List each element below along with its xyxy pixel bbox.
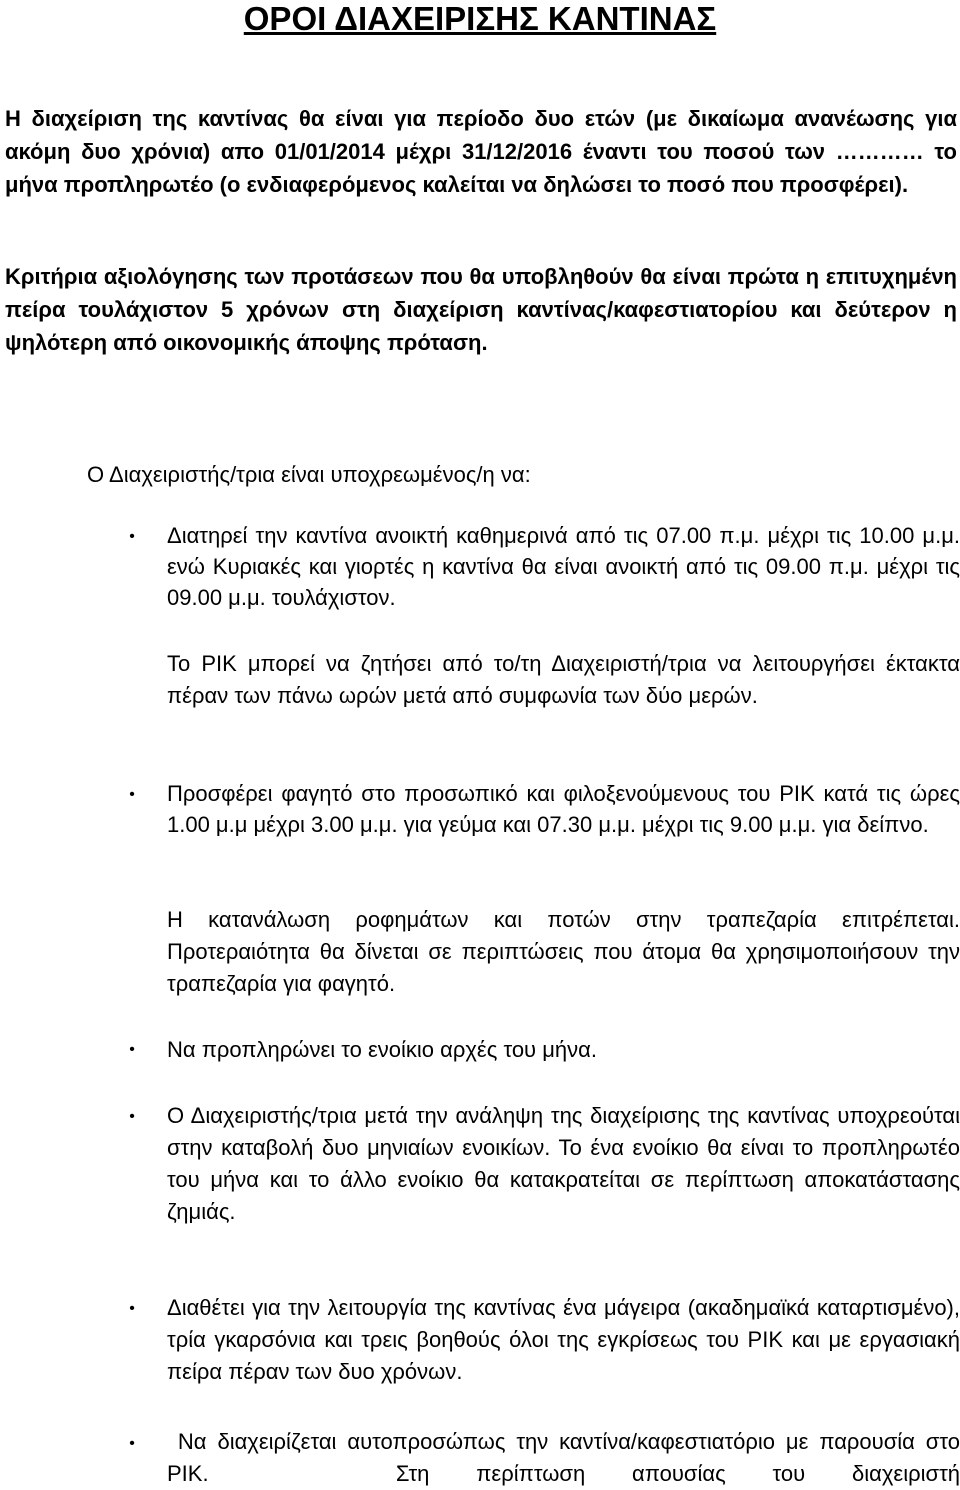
bullet-icon: • <box>129 528 135 545</box>
bullet-icon: • <box>129 1041 135 1058</box>
lease-period-paragraph: Η διαχείριση της καντίνας θα είναι για περίοδο δυο ετών (με δικαίωμα ανανέωσης για ακόμη δυο χρόνια) απο 01/01/2014 μέχρι 31/12/2016 έναντι του ποσού των ………… το μήνα προπληρωτέο (ο ενδιαφερόμενος καλείται να δηλώσει το ποσό που προσφέρει). <box>5 106 957 197</box>
list-item-personal-management: Να διαχειρίζεται αυτοπροσώπως την καντίνα/καφεστιατόριο με παρουσία στο ΡΙΚ. Στη περίπτωση απουσίας του διαχειριστή <box>167 1429 960 1486</box>
list-item-prepay-rent: Να προπληρώνει το ενοίκιο αρχές του μήνα. <box>167 1037 597 1062</box>
list-item-staff: Διαθέτει για την λειτουργία της καντίνας ένα μάγειρα (ακαδημαϊκά καταρτισμένο), τρία γκαρσόνια και τρεις βοηθούς όλοι της εγκρίσεως του ΡΙΚ και με εργασιακή πείρα πέραν των δυο χρόνων. <box>167 1295 960 1384</box>
obligations-intro: Ο Διαχειριστής/τρια είναι υποχρεωμένος/η να: <box>87 462 531 487</box>
list-item-deposit: Ο Διαχειριστής/τρια μετά την ανάληψη της διαχείρισης της καντίνας υποχρεούται στην καταβολή δυο μηνιαίων ενοικίων. Το ένα ενοίκιο θα είναι το προπληρωτέο του μήνα και το άλλο ενοίκιο θα κατακρατείται σε περίπτωση αποκατάστασης ζημιάς. <box>167 1103 960 1224</box>
list-item-opening-hours: Διατηρεί την καντίνα ανοικτή καθημερινά από τις 07.00 π.μ. μέχρι τις 10.00 μ.μ. ενώ Κυριακές και γιορτές η καντίνα θα είναι ανοικτή από τις 09.00 π.μ. μέχρι τις 09.00 μ.μ. τουλάχιστον. <box>167 523 960 610</box>
bullet-icon: • <box>129 1435 135 1452</box>
bullet-icon: • <box>129 1108 135 1125</box>
bullet-icon: • <box>129 1300 135 1317</box>
list-item-note-extra-hours: Το ΡΙΚ μπορεί να ζητήσει από το/τη Διαχειριστή/τρια να λειτουργήσει έκτακτα πέραν των πάνω ωρών μετά από συμφωνία των δύο μερών. <box>167 651 960 708</box>
document-title: ΟΡΟΙ ΔΙΑΧΕΙΡΙΣΗΣ ΚΑΝΤΙΝΑΣ <box>243 0 717 37</box>
list-item-meals: Προσφέρει φαγητό στο προσωπικό και φιλοξενούμενους του ΡΙΚ κατά τις ώρες 1.00 μ.μ μέχρι 3.00 μ.μ. για γεύμα και 07.30 μ.μ. μέχρι τις 9.00 μ.μ. για δείπνο. <box>167 781 960 837</box>
bullet-icon: • <box>129 786 135 803</box>
evaluation-criteria-paragraph: Κριτήρια αξιολόγησης των προτάσεων που θα υποβληθούν θα είναι πρώτα η επιτυχημένη πείρα τουλάχιστον 5 χρόνων στη διαχείριση καντίνας/καφεστιατορίου και δεύτερον η ψηλότερη από οικονομικής άποψης πρόταση. <box>5 264 957 355</box>
list-item-note-dining-room: Η κατανάλωση ροφημάτων και ποτών στην τραπεζαρία επιτρέπεται. Προτεραιότητα θα δίνεται σε περιπτώσεις που άτομα θα χρησιμοποιήσουν την τραπεζαρία για φαγητό. <box>167 907 960 996</box>
